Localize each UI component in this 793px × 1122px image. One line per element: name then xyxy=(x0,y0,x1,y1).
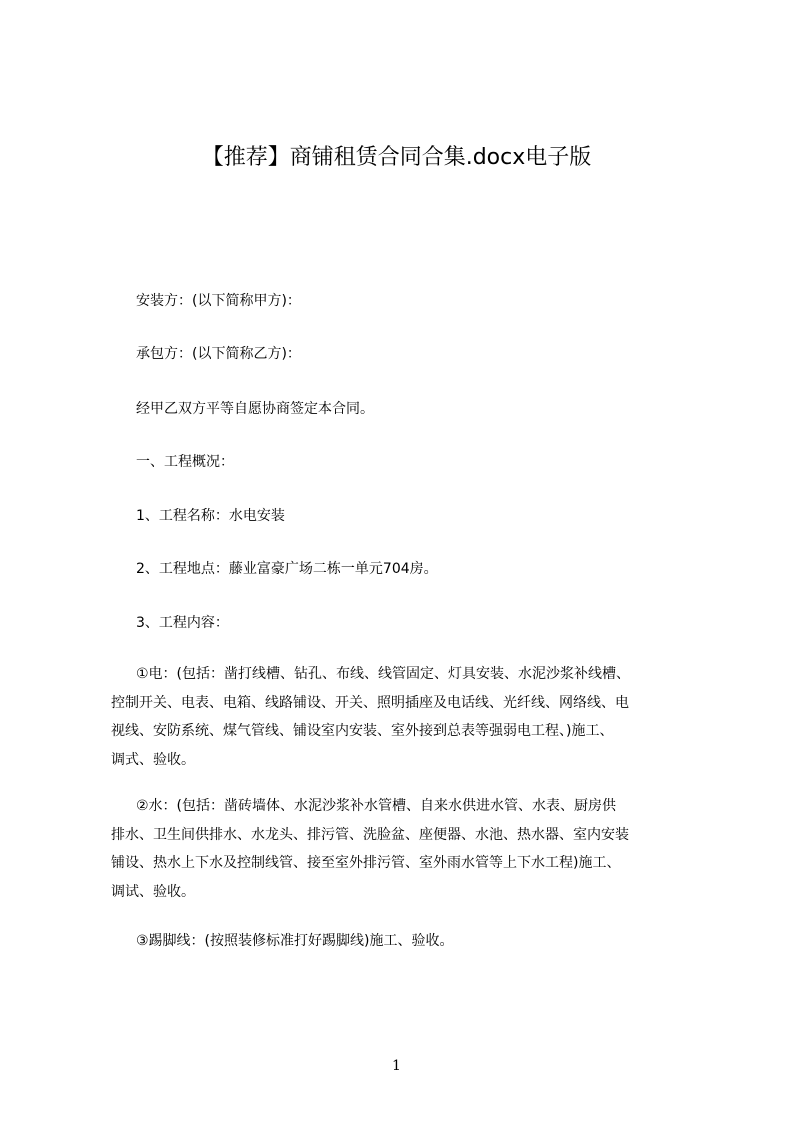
electric-line: 控制开关、电表、电箱、线路铺设、开关、照明插座及电话线、光纤线、网络线、电 xyxy=(111,694,629,711)
project-name-line: 1、工程名称：水电安装 xyxy=(136,508,285,524)
party-b-line: 承包方：(以下简称乙方)： xyxy=(136,346,301,362)
electric-line: 视线、安防系统、煤气管线、铺设室内安装、室外接到总表等强弱电工程、)施工、 xyxy=(111,723,614,740)
document-title: 【推荐】商铺租赁合同合集.docx电子版 xyxy=(201,145,592,170)
party-a-line: 安装方：(以下简称甲方)： xyxy=(136,293,301,309)
water-work-paragraph xyxy=(111,792,691,906)
water-line: 调试、验收。 xyxy=(111,883,195,900)
project-location-line: 2、工程地点：藤业富豪广场二栋一单元704房。 xyxy=(136,561,438,577)
electric-work-paragraph xyxy=(111,660,691,774)
project-content-heading: 3、工程内容： xyxy=(136,615,229,631)
section-heading-overview: 一、工程概况： xyxy=(136,454,234,470)
agreement-statement: 经甲乙双方平等自愿协商签定本合同。 xyxy=(136,401,374,417)
electric-line: ①电：(包括：凿打线槽、钻孔、布线、线管固定、灯具安装、水泥沙浆补线槽、 xyxy=(136,666,631,682)
water-line: 排水、卫生间供排水、水龙头、排污管、洗脸盆、座便器、水池、热水器、室内安装 xyxy=(111,826,629,843)
page-number: 1 xyxy=(392,1058,401,1074)
baseboard-work-line: ③踢脚线：(按照装修标准打好踢脚线)施工、验收。 xyxy=(136,933,454,949)
electric-line: 调式、验收。 xyxy=(111,751,195,768)
water-line: 铺设、热水上下水及控制线管、接至室外排污管、室外雨水管等上下水工程)施工、 xyxy=(111,855,621,872)
water-line: ②水：(包括：凿砖墙体、水泥沙浆补水管槽、自来水供进水管、水表、厨房供 xyxy=(136,798,617,814)
